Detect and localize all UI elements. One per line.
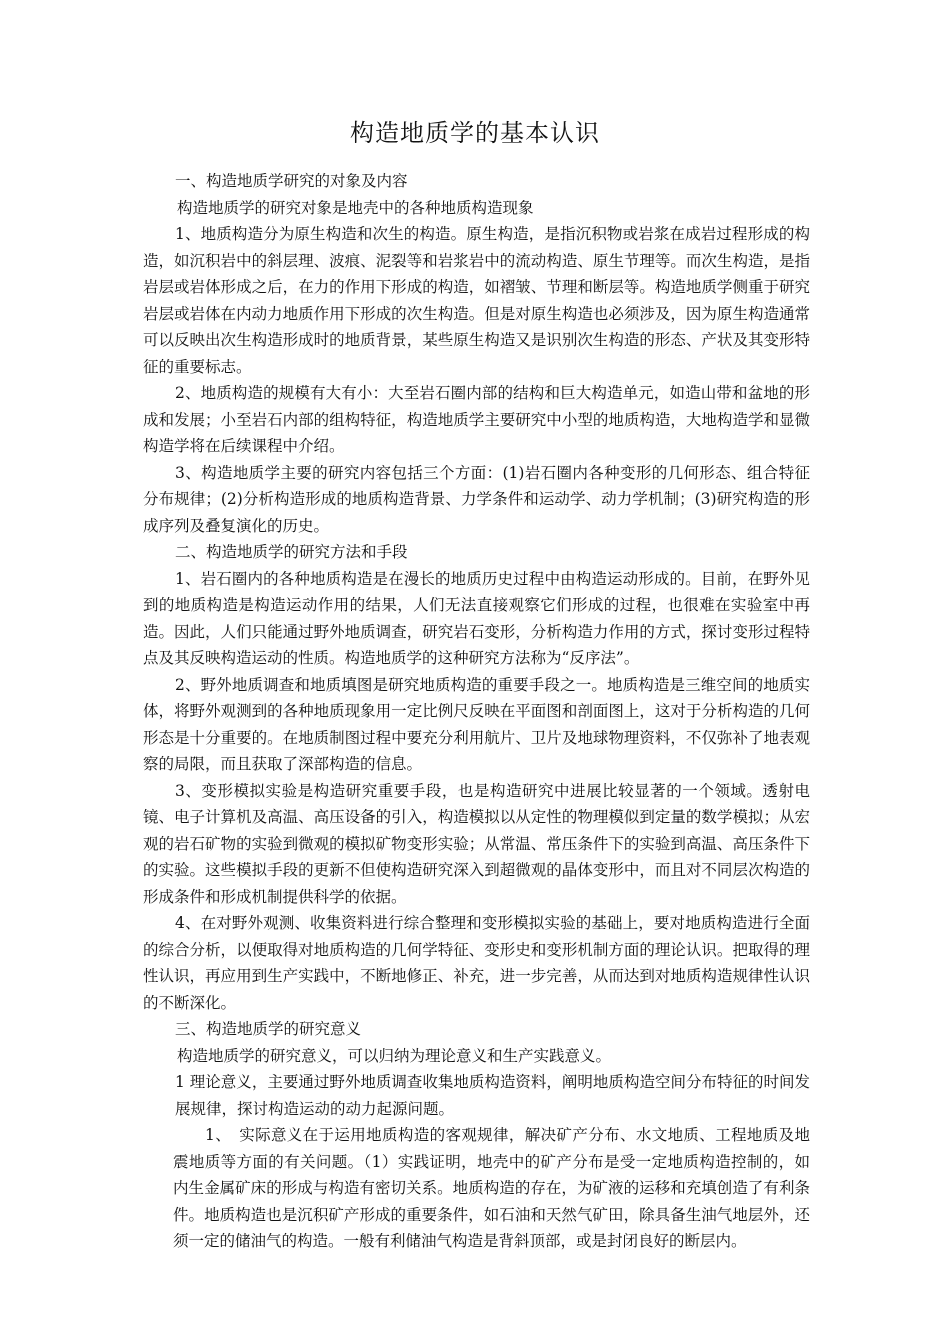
section-heading-3: 三、构造地质学的研究意义 — [175, 1020, 362, 1038]
section-2-paragraph-3: 3、变形模拟实验是构造研究重要手段，也是构造研究中进展比较显著的一个领域。透射电镜、电子计算机及高温、高压设备的引入，构造模拟以从定性的物理模似到定量的数学模拟；从宏观的岩石矿物的实验到微观的模拟矿物变形实验；从常温、常压条件下的实验到高温、高压条件下的实验。这些模拟手段的更新不但使构造研究深入到超微观的晶体变形中，而且对不同层次构造的形成条件和形成机制提供科学的依据。 — [143, 781, 810, 906]
section-2-paragraph-4: 4、在对野外观测、收集资料进行综合整理和变形模拟实验的基础上，要对地质构造进行全面的综合分析，以便取得对地质构造的几何学特征、变形史和变形机制方面的理论认识。把取得的理性认识，再应用到生产实践中，不断地修正、补充，进一步完善，从而达到对地质构造规律性认识的不断深化。 — [143, 914, 810, 1012]
section-3-paragraph-1: 1 理论意义，主要通过野外地质调查收集地质构造资料，阐明地质构造空间分布特征的时间发展规律，探讨构造运动的动力起源问题。 — [175, 1073, 810, 1118]
section-2-paragraph-1: 1、岩石圈内的各种地质构造是在漫长的地质历史过程中由构造运动形成的。目前，在野外见到的地质构造是构造运动作用的结果，人们无法直接观察它们形成的过程，也很难在实验室中再造。因此，人们只能通过野外地质调查，研究岩石变形，分析构造力作用的方式，探讨变形过程特点及其反映构造运动的性质。构造地质学的这种研究方法称为“反序法”。 — [143, 569, 810, 667]
section-3-paragraph-2: 1、 实际意义在于运用地质构造的客观规律，解决矿产分布、水文地质、工程地质及地震地质等方面的有关问题。（1）实践证明，地壳中的矿产分布是受一定地质构造控制的，如内生金属矿床的形成与构造有密切关系。地质构造的存在，为矿液的运移和充填创造了有利条件。地质构造也是沉积矿产形成的重要条件，如石油和天然气矿田，除具备生油气地层外，还须一定的储油气的构造。一般有利储油气构造是背斜顶部，或是封闭良好的断层内。 — [173, 1126, 810, 1250]
section-1-intro: 构造地质学的研究对象是地壳中的各种地质构造现象 — [177, 198, 534, 217]
section-heading-1: 一、构造地质学研究的对象及内容 — [175, 172, 408, 190]
section-1-paragraph-2: 2、地质构造的规模有大有小：大至岩石圈内部的结构和巨大构造单元，如造山带和盆地的形成和发展；小至岩石内部的组构特征，构造地质学主要研究中小型的地质构造，大地构造学和显微构造学将在后续课程中介绍。 — [143, 384, 810, 455]
section-heading-2: 二、构造地质学的研究方法和手段 — [175, 543, 408, 561]
document-title: 构造地质学的基本认识 — [350, 119, 600, 147]
document-body — [143, 168, 810, 1255]
section-1-paragraph-3: 3、构造地质学主要的研究内容包括三个方面：(1)岩石圈内各种变形的几何形态、组合特征分布规律；(2)分析构造形成的地质构造背景、力学条件和运动学、动力学机制；(3)研究构造的形成序列及叠复演化的历史。 — [143, 463, 810, 535]
section-1-paragraph-1: 1、地质构造分为原生构造和次生的构造。原生构造，是指沉积物或岩浆在成岩过程形成的构造，如沉积岩中的斜层理、波痕、泥裂等和岩浆岩中的流动构造、原生节理等。而次生构造，是指岩层或岩体形成之后，在力的作用下形成的构造，如褶皱、节理和断层等。构造地质学侧重于研究岩层或岩体在内动力地质作用下形成的次生构造。但是对原生构造也必须涉及，因为原生构造通常可以反映出次生构造形成时的地质背景，某些原生构造又是识别次生构造的形态、产状及其变形特征的重要标志。 — [143, 225, 810, 376]
section-3-intro: 构造地质学的研究意义，可以归纳为理论意义和生产实践意义。 — [177, 1046, 612, 1065]
section-2-paragraph-2: 2、野外地质调查和地质填图是研究地质构造的重要手段之一。地质构造是三维空间的地质实体，将野外观测到的各种地质现象用一定比例尺反映在平面图和剖面图上，这对于分析构造的几何形态是十分重要的。在地质制图过程中要充分利用航片、卫片及地球物理资料，不仅弥补了地表观察的局限，而且获取了深部构造的信息。 — [143, 675, 810, 773]
